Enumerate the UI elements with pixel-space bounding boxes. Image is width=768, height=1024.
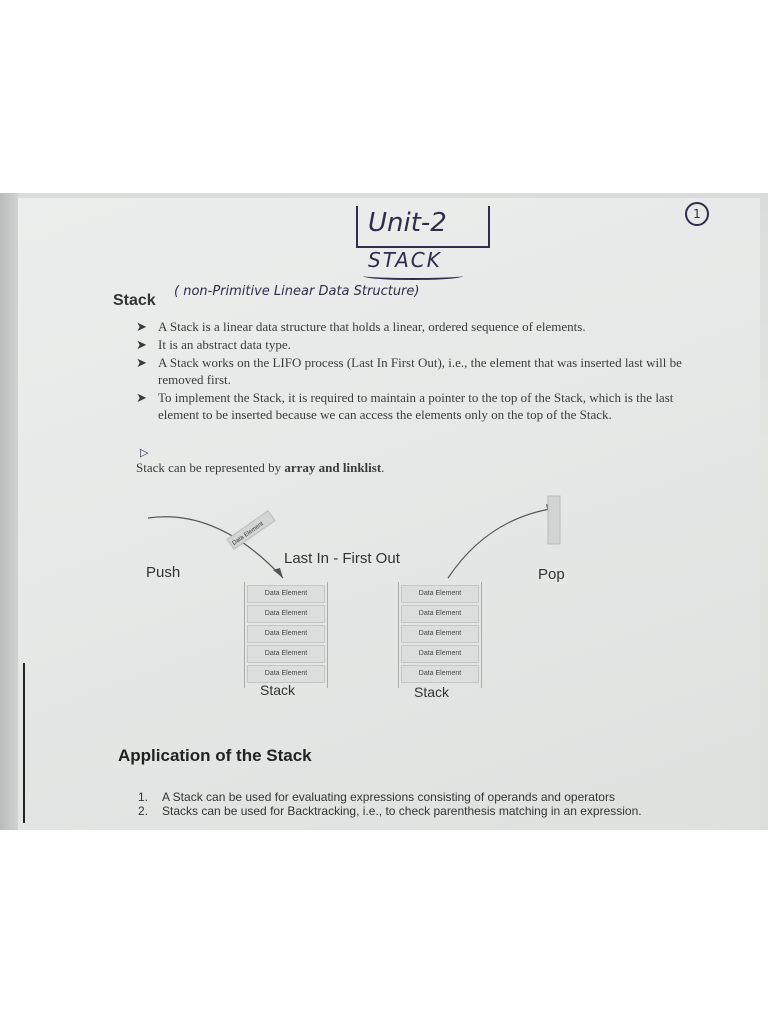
representation-line: Stack can be represented by array and linklist. [136,460,385,475]
push-label: Push [146,564,181,581]
left-stack [244,582,328,688]
list-item: ➤ A Stack is a linear data structure that holds a linear, ordered sequence of elements. [136,319,586,334]
page-number: 1 [685,202,709,226]
unit-title: Unit-2 [368,208,447,238]
arrow-bullet-icon: ➤ [136,390,147,405]
stack-cell: Data Element [401,585,479,603]
section-title: Stack [113,292,156,309]
handwritten-note: ( non-Primitive Linear Data Structure) [174,284,420,299]
list-item: ➤ It is an abstract data type. [136,337,291,352]
list-item: 1. A Stack can be used for evaluating expressions consisting of operands and operators [138,790,615,804]
arrow-bullet-icon: ➤ [136,319,147,334]
pen-mark-icon: ▷ [140,446,149,459]
arrow-bullet-icon: ➤ [136,355,147,370]
stack-cell: Data Element [247,645,325,663]
left-stack-label: Stack [260,682,296,698]
stack-cell: Data Element [247,605,325,623]
right-stack [398,582,482,688]
topic-title: STACK [368,248,442,272]
stack-cell: Data Element [401,605,479,623]
margin-line [23,663,25,823]
lifo-label: Last In - First Out [284,550,400,567]
list-item: 2. Stacks can be used for Backtracking, i.e., to check parenthesis matching in an expression. [138,804,642,818]
moving-element-label: Data Element [231,521,265,547]
document-page [18,198,760,830]
bullet-list [136,318,696,424]
topic-underline [363,272,463,280]
stack-cell: Data Element [247,625,325,643]
page-edge [0,193,18,830]
stack-cell: Data Element [247,585,325,603]
stack-cell: Data Element [401,625,479,643]
right-stack-label: Stack [414,684,450,700]
stack-cell: Data Element [401,665,479,683]
list-item: ➤ A Stack works on the LIFO process (Last In First Out), i.e., the element that was inserted last will be removed first. [136,355,682,387]
application-title: Application of the Stack [118,746,312,765]
stack-cell: Data Element [401,645,479,663]
application-list [138,790,678,818]
diagram-arrows [18,488,758,598]
pop-label: Pop [538,566,565,583]
list-item: ➤ To implement the Stack, it is required to maintain a pointer to the top of the Stack, which is the last element to be inserted because we can access the elements only on the top of the Stack. [136,390,674,422]
moving-element-pop [548,496,560,544]
arrow-bullet-icon: ➤ [136,337,147,352]
stack-cell: Data Element [247,665,325,683]
